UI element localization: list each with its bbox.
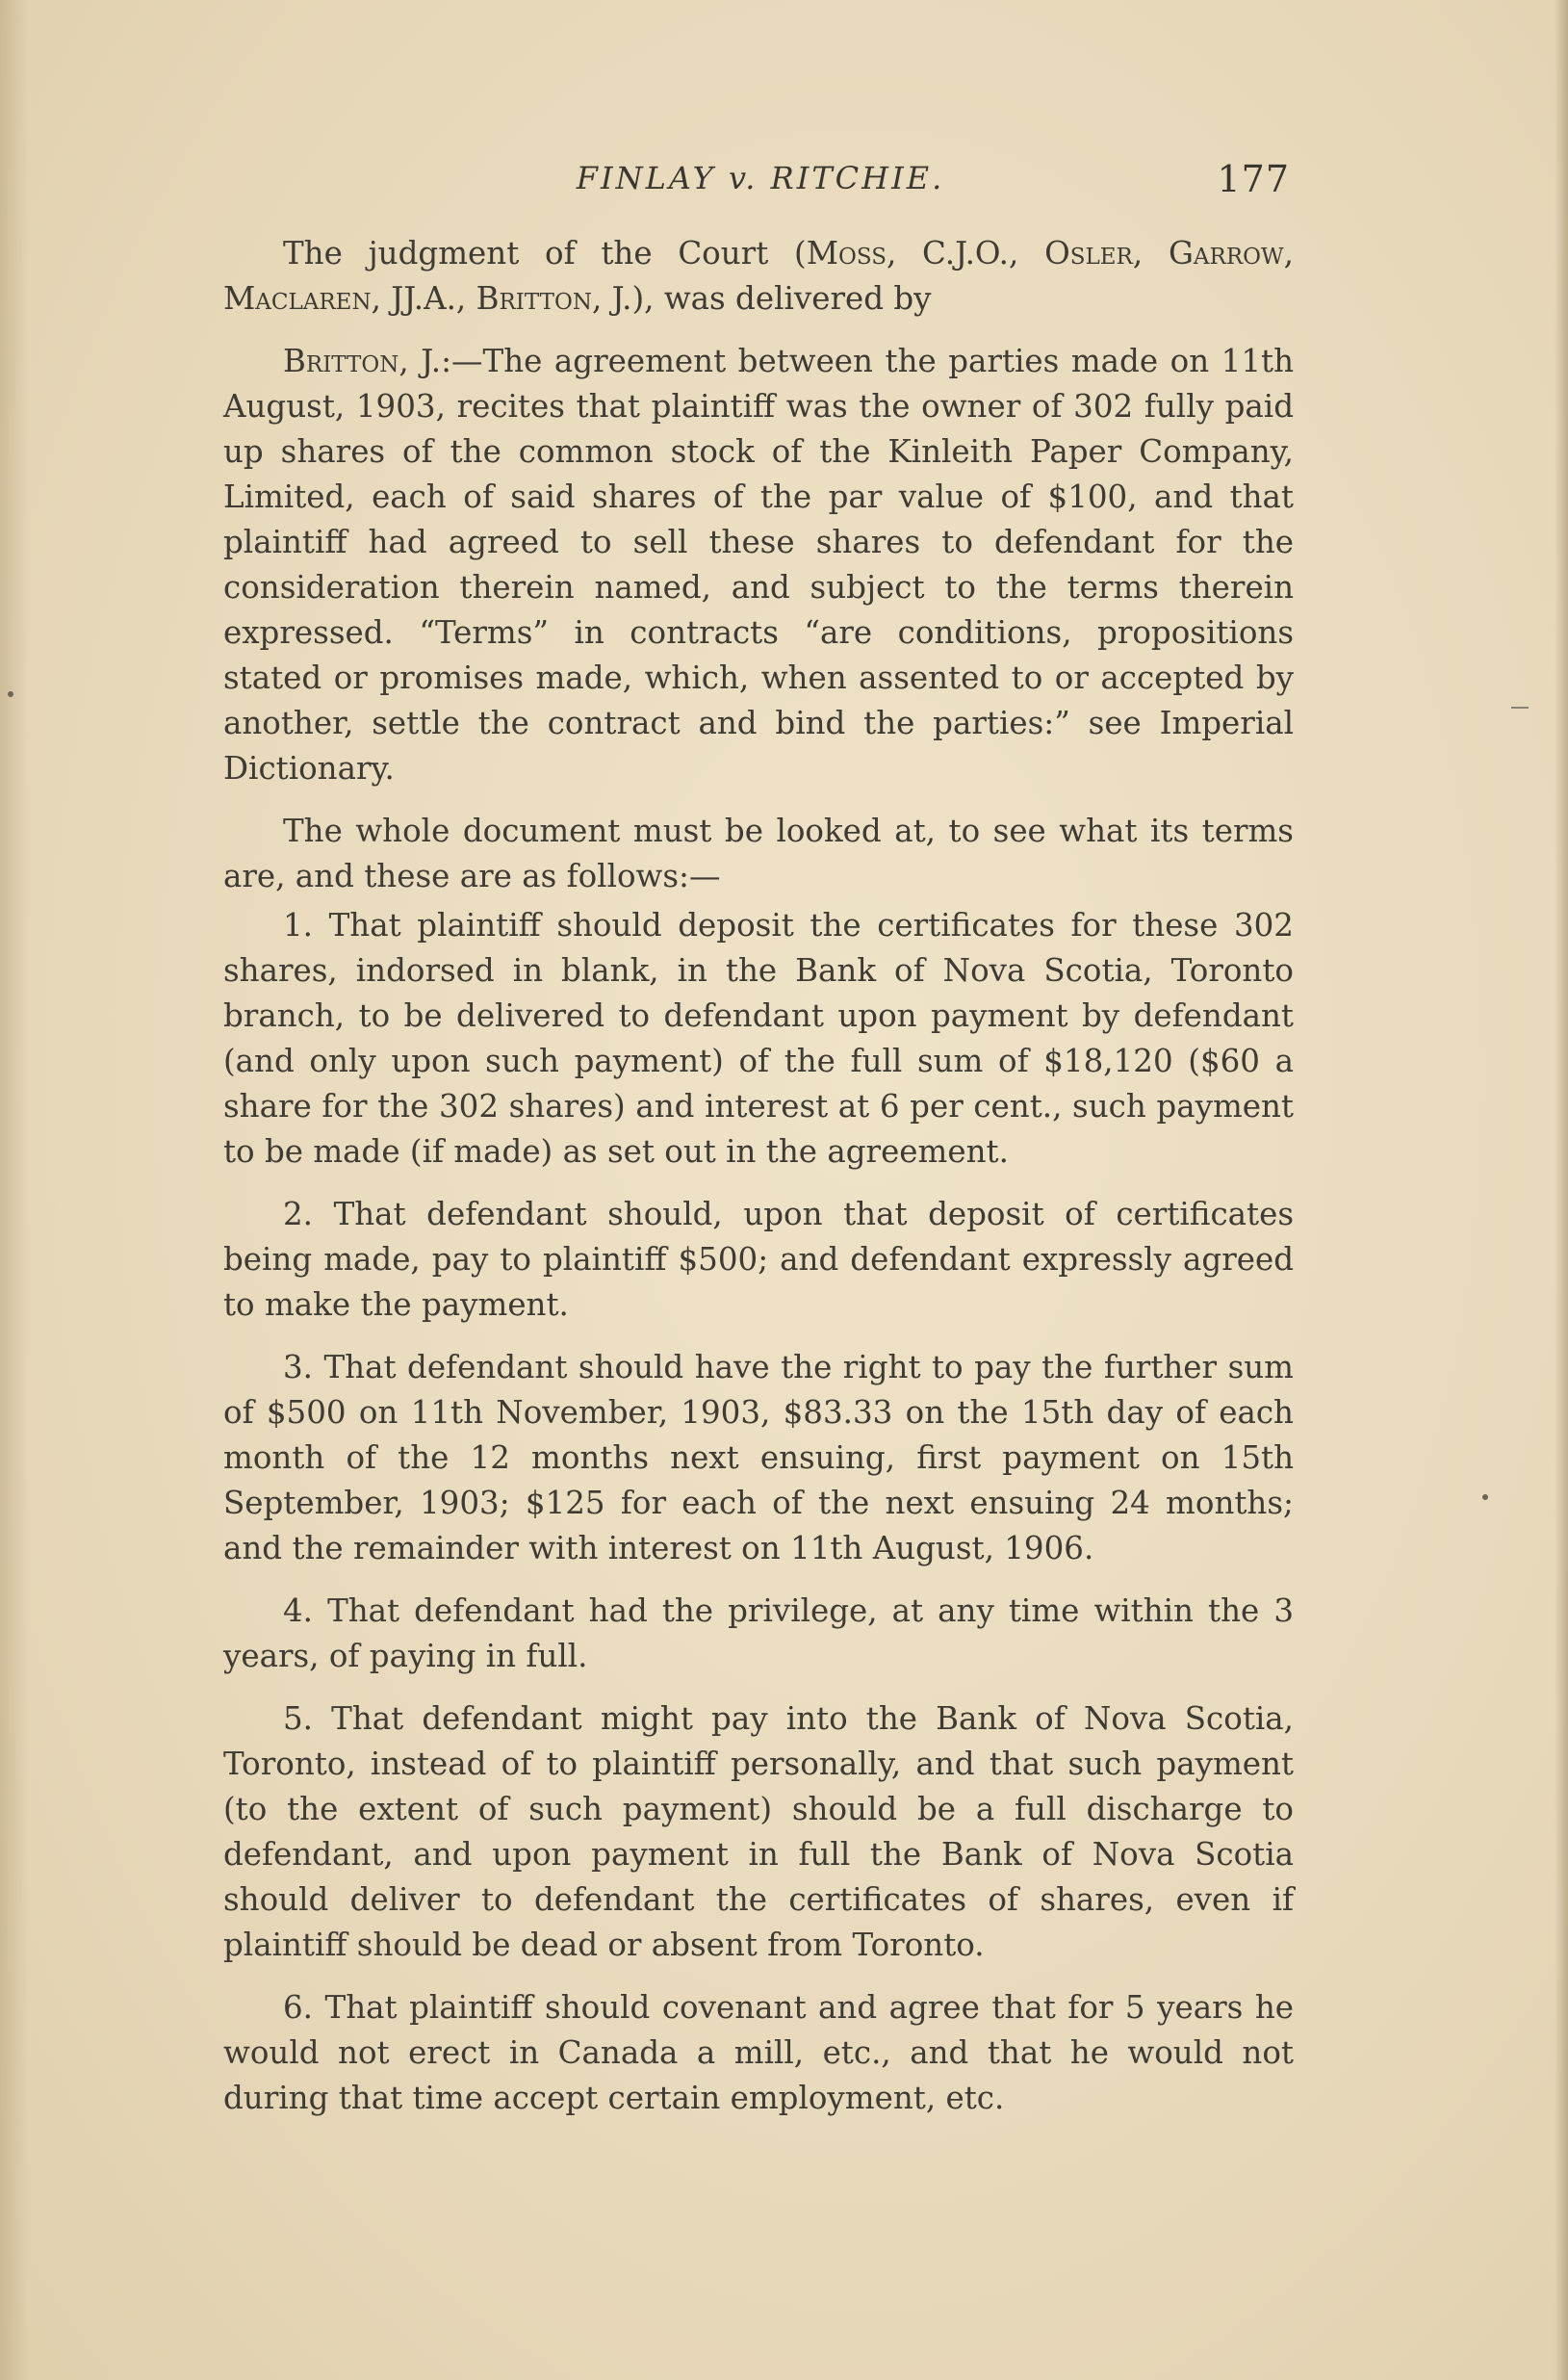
opening-text: , J.:—The agreement between the parties made on 11th August, 1903, recites that plaintiff was the owner of 302 fully paid up shares of the common stock of the Kinleith Paper Company, Limited, each of said shares of the par value of $100, and that plaintiff had agreed to sell these shares to defendant for the consideration therein named, and subject to the terms therein expressed. “Terms” in contracts “are conditions, propositions stated or promises made, which, when assented to or accepted by another, settle the contract and bind the parties:” see Imperial Dictionary.: [223, 343, 1294, 787]
judge-name: Garrow: [1168, 235, 1284, 272]
paragraph-term-3: 3. That defendant should have the right to pay the further sum of $500 on 11th November, 1903, $83.33 on the 15th day of each month of the 12 months next ensuing, first payment on 15th September, 1903; $125 for each of the next ensuing 24 months; and the remainder with interest on 11th August, 1906.: [223, 1349, 1294, 1566]
margin-speck: [1482, 1494, 1488, 1500]
body-text: [223, 231, 1294, 2125]
judge-name: Moss: [806, 235, 887, 272]
paragraph-term-5: 5. That defendant might pay into the Bank of Nova Scotia, Toronto, instead of to plaintiff personally, and that such payment (to the extent of such payment) should be a full discharge to defendant, and upon payment in full the Bank of Nova Scotia should deliver to defendant the certificates of shares, even if plaintiff should be dead or absent from Toronto.: [223, 1700, 1294, 1963]
paragraph-term-4: 4. That defendant had the privilege, at any time within the 3 years, of paying in full.: [223, 1592, 1294, 1674]
opening-paragraph: [223, 339, 1294, 791]
margin-mark: [1511, 707, 1529, 709]
paragraph-term-2: 2. That defendant should, upon that deposit of certificates being made, pay to plaintiff $500; and defendant expressly agreed to make the payment.: [223, 1196, 1294, 1323]
page-number: 177: [1217, 158, 1290, 200]
intro-text: , C.J.O.,: [886, 235, 1045, 272]
page-header: [221, 154, 1299, 212]
page-edge: [1555, 0, 1568, 2380]
paragraph-term-6: 6. That plaintiff should covenant and agree that for 5 years he would not erect in Canada a mill, etc., and that he would not during that time accept certain employment, etc.: [223, 1989, 1294, 2116]
judge-name: Britton: [476, 280, 592, 317]
judge-name: Britton: [283, 343, 399, 379]
intro-text: , J.), was delivered by: [592, 280, 932, 317]
intro-text: ,: [1283, 235, 1294, 272]
margin-speck: [8, 691, 13, 697]
paragraph-term-1: 1. That plaintiff should deposit the certificates for these 302 shares, indorsed in blank, in the Bank of Nova Scotia, Toronto branch, to be delivered to defendant upon payment by defendant (and only upon such payment) of the full sum of $18,120 ($60 a share for the 302 shares) and interest at 6 per cent., such payment to be made (if made) as set out in the agreement.: [223, 907, 1294, 1170]
intro-paragraph: [223, 231, 1294, 322]
judge-name: Maclaren: [223, 280, 372, 317]
spine-shadow: [0, 0, 29, 2380]
intro-text: The judgment of the Court (: [283, 235, 807, 272]
intro-text: , JJ.A.,: [371, 280, 476, 317]
judge-name: Osler: [1044, 235, 1133, 272]
running-head: FINLAY v. RITCHIE.: [576, 160, 945, 196]
paragraph-terms-intro: The whole document must be looked at, to see what its terms are, and these are as follows:—: [223, 813, 1294, 894]
intro-text: ,: [1132, 235, 1169, 272]
